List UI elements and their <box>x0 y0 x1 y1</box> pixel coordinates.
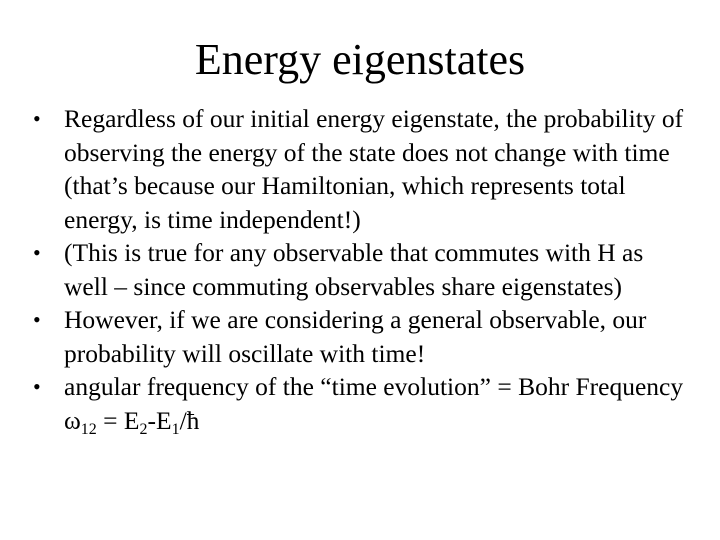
bohr-text: angular frequency of the “time evolution” = Bohr Frequency <box>64 372 684 401</box>
bullet-marker: • <box>33 307 41 332</box>
omega-subscript: 12 <box>80 420 97 438</box>
bullet-text: (This is true for any observable that commutes with H as well – since commuting observables share eigenstates) <box>64 238 644 301</box>
minus-e: -E <box>147 405 172 435</box>
bullet-item-4 <box>33 370 693 437</box>
bullet-list <box>33 102 693 437</box>
equals-e: = E <box>96 405 140 435</box>
bullet-text: Regardless of our initial energy eigenstate, the probability of observing the energy of the state does not change with time (that’s because our Hamiltonian, which represents total energy, is time independent!) <box>64 104 684 234</box>
bullet-item-3 <box>33 303 693 370</box>
slide-title: Energy eigenstates <box>194 35 526 84</box>
e1-subscript: 1 <box>171 420 180 438</box>
bullet-text <box>64 372 684 438</box>
bullet-item-1 <box>33 102 693 236</box>
e2-subscript: 2 <box>139 420 148 438</box>
bullet-item-2 <box>33 236 693 303</box>
bullet-marker: • <box>33 374 41 399</box>
bullet-marker: • <box>33 106 41 131</box>
hbar-divisor: /ħ <box>179 405 200 435</box>
bullet-text: However, if we are considering a general observable, our probability will oscillate with time! <box>64 305 647 368</box>
omega-symbol: ω <box>64 405 81 435</box>
bullet-marker: • <box>33 240 41 265</box>
